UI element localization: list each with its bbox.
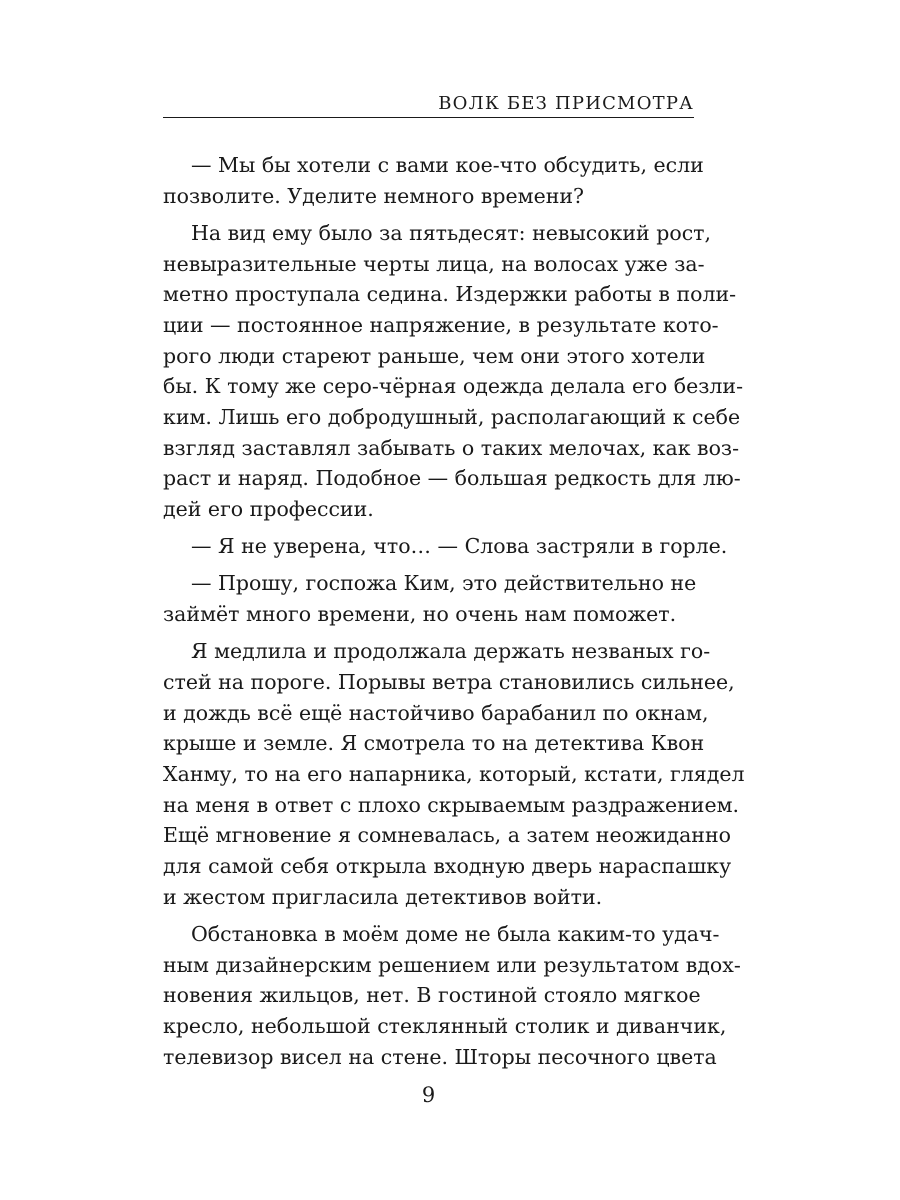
text-line: на меня в ответ с плохо скрываемым раздражением. <box>163 792 740 817</box>
running-head <box>163 92 694 118</box>
paragraph <box>163 218 744 525</box>
text-line: позволите. Уделите немного времени? <box>163 183 585 208</box>
paragraph <box>163 150 704 211</box>
text-line: ким. Лишь его добродушный, располагающий к себе <box>163 405 741 429</box>
text-line: для самой себя открыла входную дверь нараспашку <box>163 854 732 879</box>
text-line: — Мы бы хотели с вами кое-что обсудить, если <box>191 153 704 177</box>
body-text <box>163 150 745 1079</box>
text-line: раст и наряд. Подобное — большая редкость для лю- <box>163 466 741 491</box>
text-line: дей его профессии. <box>163 497 374 522</box>
paragraph <box>163 531 728 562</box>
text-line: невыразительные черты лица, на волосах уже за- <box>163 251 705 276</box>
text-line: ным дизайнерским решением или результатом вдох- <box>163 952 741 977</box>
text-line: и жестом пригласила детективов войти. <box>163 884 603 909</box>
text-line: и дождь всё ещё настойчиво барабанил по окнам, <box>163 700 709 725</box>
text-line: займёт много времени, но очень нам поможет. <box>163 602 677 627</box>
text-line: телевизор висел на стене. Шторы песочного цвета <box>163 1044 717 1069</box>
text-line: Ещё мгновение я сомневалась, а затем неожиданно <box>163 823 731 848</box>
text-line: кресло, небольшой стеклянный столик и диванчик, <box>163 1014 727 1039</box>
text-line: крыше и земле. Я смотрела то на детектива Квон <box>163 731 705 756</box>
paragraph <box>163 636 745 912</box>
text-line: метно проступала седина. Издержки работы в поли- <box>163 282 737 307</box>
text-line: ции — постоянное напряжение, в результате кото- <box>163 312 719 337</box>
text-line: взгляд заставлял забывать о таких мелочах, как воз- <box>163 435 740 460</box>
paragraph <box>163 919 741 1072</box>
page-number-text: 9 <box>421 1083 436 1107</box>
text-line: Ханму, то на его напарника, который, кстати, глядел <box>163 762 745 787</box>
text-line: Обстановка в моём доме не была каким-то удач- <box>191 922 720 946</box>
text-line: — Прошу, госпожа Ким, это действительно не <box>191 571 697 596</box>
text-line: рого люди стареют раньше, чем они этого хотели <box>163 343 706 368</box>
running-title: ВОЛК БЕЗ ПРИСМОТРА <box>438 93 694 114</box>
page-number <box>163 1080 694 1110</box>
text-line: бы. К тому же серо-чёрная одежда делала его безли- <box>163 374 744 399</box>
text-line: Я медлила и продолжала держать незваных го- <box>191 639 711 664</box>
paragraph <box>163 568 697 629</box>
text-line: — Я не уверена, что… — Слова застряли в горле. <box>191 534 728 559</box>
text-line: новения жильцов, нет. В гостиной стояло мягкое <box>163 983 701 1008</box>
text-line: На вид ему было за пятьдесят: невысокий рост, <box>191 220 712 245</box>
text-line: стей на пороге. Порывы ветра становились сильнее, <box>163 670 735 694</box>
